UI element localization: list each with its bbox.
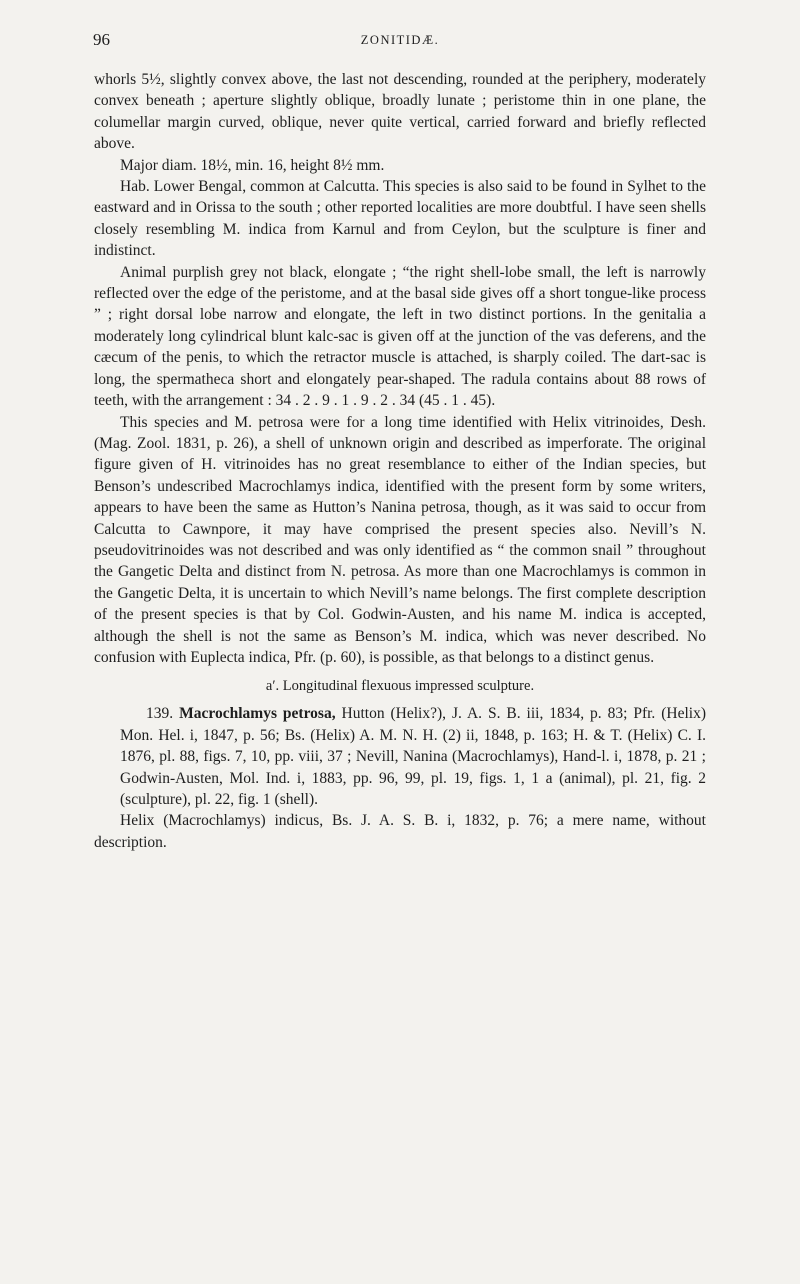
species-references: Hutton (Helix?), J. A. S. B. iii, 1834, p. 83; Pfr. (Helix) Mon. Hel. i, 1847, p. 56; Bs. (Helix) A. M. N. H. (2) ii, 1848, p. 163; H. & T. (Helix) C. I. 1876, pl. 88, figs. 7, 10, pp. viii, 37 ; Nevill, Nanina (Macrochlamys), Hand-l. i, 1878, p. 21 ; Godwin-Austen, Mol. Ind. i, 1883, pp. 96, 99, pl. 19, figs. 1, 1 a (animal), pl. 21, fig. 2 (sculpture), pl. 22, fig. 1 (shell). (120, 705, 707, 808)
paragraph-synonymy-discussion: This species and M. petrosa were for a long time identified with Helix vitrinoides, Desh. (Mag. Zool. 1831, p. 26), a shell of unknown origin and described as imperforate. The original figure given of H. vitrinoides has no great resemblance to either of the Indian species, but Benson’s undescribed Macrochlamys indica, identified with the present form by some writers, appears to have been the same as Hutton’s Nanina petrosa, though, as it was said to occur from Calcutta to Cawnpore, it may have comprised the present species also. Nevill’s N. pseudovitrinoides was not described and was only identified as “ the common snail ” throughout the Gangetic Delta and distinct from N. petrosa. As more than one Macrochlamys is common in the Gangetic Delta, it is uncertain to which Nevill’s name belongs. The first complete description of the present species is that by Col. Godwin-Austen, and his name M. indica is accepted, although the shell is not the same as Benson’s M. indica, which was never described. No confusion with Euplecta indica, Pfr. (p. 60), is possible, as that belongs to a distinct genus. (94, 413, 706, 666)
species-synonym: Helix (Macrochlamys) indicus, Bs. J. A. S. B. i, 1832, p. 76; a mere name, without description. (94, 812, 706, 851)
paragraph-measurements: Major diam. 18½, min. 16, height 8½ mm. (120, 156, 385, 174)
species-entry (94, 703, 706, 810)
section-subheading: a′. Longitudinal flexuous impressed sculpture. (265, 678, 535, 695)
species-name: Macrochlamys petrosa, (179, 705, 336, 723)
page-number: 96 (93, 30, 110, 49)
paragraph-animal: Animal purplish grey not black, elongate ; “the right shell-lobe small, the left is narrowly reflected over the edge of the peristome, and at the basal side gives off a short tongue-like process ” ; right dorsal lobe narrow and elongate, the left in two distinct portions. In the genitalia a moderately long cylindrical blunt kalc-sac is given off at the junction of the vas deferens, and the cæcum of the penis, to which the retractor muscle is attached, is sharply coiled. The dart-sac is long, the spermatheca short and elongately pear-shaped. The radula contains about 88 rows of teeth, with the arrangement : 34 . 2 . 9 . 1 . 9 . 2 . 34 (45 . 1 . 45). (94, 263, 706, 410)
species-number: 139. (146, 705, 174, 723)
page-header (0, 30, 800, 54)
body-text (94, 69, 706, 853)
running-title: ZONITIDÆ. (360, 33, 440, 47)
paragraph-shell-description: whorls 5½, slightly convex above, the last not descending, rounded at the periphery, moderately convex beneath ; aperture slightly oblique, broadly lunate ; peristome thin in one plane, the columellar margin curved, oblique, never quite vertical, carried forward and briefly reflected above. (94, 71, 706, 153)
paragraph-habitat: Hab. Lower Bengal, common at Calcutta. This species is also said to be found in Sylhet to the eastward and in Orissa to the south ; other reported localities are more doubtful. I have seen shells closely resembling M. indica from Karnul and from Ceylon, but the sculpture is finer and indistinct. (94, 178, 706, 260)
